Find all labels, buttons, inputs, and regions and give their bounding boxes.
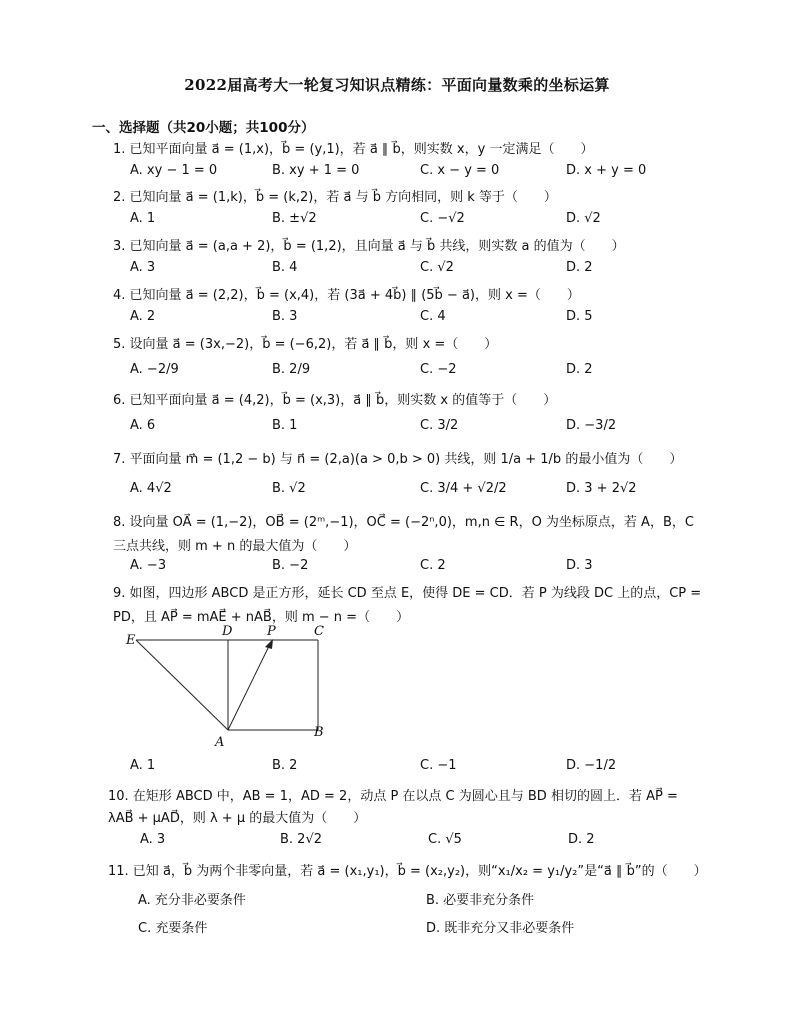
label-c: C (314, 624, 324, 639)
option-c: C. 充要条件 (138, 921, 208, 936)
option-b: B. 4 (272, 260, 298, 275)
question-11-stem: 11. 已知 a⃗，b⃗ 为两个非零向量，若 a⃗ = (x₁,y₁)，b⃗ = (x₂,y₂)，则“x₁/x₂ = y₁/y₂”是“a⃗ ∥ b⃗”的（ ） (108, 864, 707, 879)
question-5-stem: 5. 设向量 a⃗ = (3x,−2)，b⃗ = (−6,2)，若 a⃗ ∥ b⃗，则 x =（ ） (113, 337, 498, 352)
label-a: A (215, 735, 225, 750)
option-d: D. 既非充分又非必要条件 (426, 921, 575, 936)
vector-ap (228, 642, 271, 730)
option-a: A. 1 (130, 758, 156, 773)
question-9-stem: 9. 如图，四边形 ABCD 是正方形，延长 CD 至点 E，使得 DE = CD．若 P 为线段 DC 上的点，CP = PD，且 AP⃗ = mAE⃗ + nAB⃗，则 m − n =（ ） (113, 586, 702, 625)
question-1-stem: 1. 已知平面向量 a⃗ = (1,x)，b⃗ = (y,1)，若 a⃗ ∥ b⃗，则实数 x，y 一定满足（ ） (113, 142, 594, 157)
question-3-options (130, 260, 690, 280)
question-2-options (130, 211, 690, 231)
line-ea (136, 640, 228, 730)
option-b: B. 必要非充分条件 (426, 893, 535, 908)
option-c: C. √5 (428, 832, 462, 847)
option-a: A. −3 (130, 558, 167, 573)
option-a: A. xy − 1 = 0 (130, 163, 218, 178)
section-heading: 一、选择题（共20小题；共100分） (92, 120, 315, 136)
option-d: D. 2 (568, 832, 595, 847)
option-a: A. 2 (130, 309, 156, 324)
option-a: A. 3 (140, 832, 166, 847)
option-b: B. xy + 1 = 0 (272, 163, 360, 178)
option-b: B. 2/9 (272, 362, 311, 377)
option-b: B. 1 (272, 418, 298, 433)
question-4-options (130, 309, 690, 329)
option-d: D. 2 (566, 260, 593, 275)
option-a: A. 6 (130, 418, 156, 433)
option-d: D. x + y = 0 (566, 163, 647, 178)
option-d: D. −3/2 (566, 418, 617, 433)
label-d: D (222, 624, 233, 639)
option-c: C. −√2 (420, 211, 465, 226)
page-title: 2022届高考大一轮复习知识点精练：平面向量数乘的坐标运算 (184, 76, 610, 94)
option-b: B. 3 (272, 309, 298, 324)
question-8-options (130, 558, 690, 578)
question-7-stem: 7. 平面向量 m⃗ = (1,2 − b) 与 n⃗ = (2,a)(a > 0,b > 0) 共线，则 1/a + 1/b 的最小值为（ ） (113, 452, 683, 467)
label-b: B (314, 725, 324, 740)
option-c: C. √2 (420, 260, 454, 275)
option-d: D. 5 (566, 309, 593, 324)
question-3-stem: 3. 已知向量 a⃗ = (a,a + 2)，b⃗ = (1,2)，且向量 a⃗ 与 b⃗ 共线，则实数 a 的值为（ ） (113, 239, 625, 254)
option-a: A. 3 (130, 260, 156, 275)
square-figure (124, 622, 334, 750)
option-b: B. 2√2 (280, 832, 323, 847)
question-2-stem: 2. 已知向量 a⃗ = (1,k)，b⃗ = (k,2)，若 a⃗ 与 b⃗ 方向相同，则 k 等于（ ） (113, 190, 557, 205)
label-e: E (126, 633, 136, 648)
option-b: B. ±√2 (272, 211, 317, 226)
question-11-options-row1 (138, 889, 698, 909)
option-c: C. −2 (420, 362, 457, 377)
option-d: D. √2 (566, 211, 601, 226)
option-a: A. 4√2 (130, 481, 172, 496)
question-10-stem: 10. 在矩形 ABCD 中，AB = 1，AD = 2，动点 P 在以点 C 为圆心且与 BD 相切的圆上．若 AP⃗ = λAB⃗ + μAD⃗，则 λ + μ 的最大值为（ ） (108, 789, 678, 826)
option-d: D. 2 (566, 362, 593, 377)
option-a: A. 1 (130, 211, 156, 226)
option-a: A. −2/9 (130, 362, 179, 377)
question-5-options (130, 362, 690, 382)
option-d: D. −1/2 (566, 758, 617, 773)
label-p: P (267, 624, 276, 639)
option-c: C. 4 (420, 309, 446, 324)
question-9-options (130, 758, 690, 778)
option-c: C. 3/2 (420, 418, 459, 433)
option-c: C. 3/4 + √2/2 (420, 481, 507, 496)
option-a: A. 充分非必要条件 (138, 893, 246, 908)
question-8-stem: 8. 设向量 OA⃗ = (1,−2)，OB⃗ = (2ᵐ,−1)，OC⃗ = (−2ⁿ,0)，m,n ∈ R，O 为坐标原点，若 A，B，C 三点共线，则 m + n 的最大值为（ ） (113, 515, 694, 554)
option-c: C. 2 (420, 558, 446, 573)
option-d: D. 3 (566, 558, 593, 573)
option-d: D. 3 + 2√2 (566, 481, 637, 496)
question-4-stem: 4. 已知向量 a⃗ = (2,2)，b⃗ = (x,4)，若 (3a⃗ + 4b⃗) ∥ (5b⃗ − a⃗)，则 x =（ ） (113, 288, 580, 303)
question-7-options (130, 481, 690, 501)
question-11-options-row2 (138, 917, 698, 937)
option-c: C. x − y = 0 (420, 163, 500, 178)
option-b: B. −2 (272, 558, 309, 573)
question-6-options (130, 418, 690, 438)
question-1-options (130, 163, 690, 183)
question-10-options (140, 832, 700, 852)
option-c: C. −1 (420, 758, 457, 773)
option-b: B. √2 (272, 481, 306, 496)
option-b: B. 2 (272, 758, 298, 773)
question-6-stem: 6. 已知平面向量 a⃗ = (4,2)，b⃗ = (x,3)，a⃗ ∥ b⃗，则实数 x 的值等于（ ） (113, 393, 557, 408)
